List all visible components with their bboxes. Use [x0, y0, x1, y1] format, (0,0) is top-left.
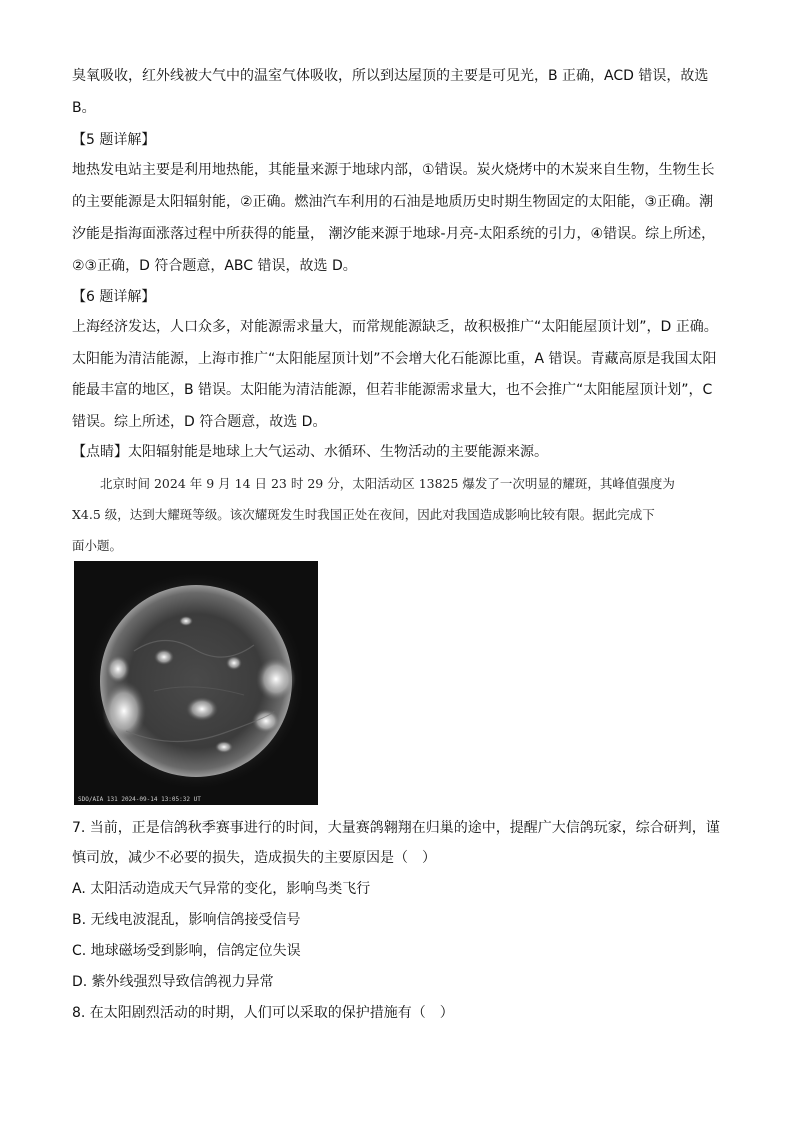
option-d: D. 紫外线强烈导致信鸽视力异常: [72, 974, 274, 990]
solution-text-line: 上海经济发达，人口众多，对能源需求量大，而常规能源缺乏，故积极推广“太阳能屋顶计划”，D 正确。: [72, 319, 718, 335]
image-caption: SDO/AIA 131 2024-09-14 13:05:32 UT: [78, 796, 201, 803]
material-text-line: 面小题。: [72, 538, 123, 553]
solution-text-line: 地热发电站主要是利用地热能，其能量来源于地球内部，①错误。炭火烧烤中的木炭来自生物，生物生长: [72, 162, 715, 178]
solution-text-line: 的主要能源是太阳辐射能，②正确。燃油汽车利用的石油是地质历史时期生物固定的太阳能，③正确。潮: [72, 194, 714, 210]
solution-text-line: 能最丰富的地区，B 错误。太阳能为清洁能源，但若非能源需求量大，也不会推广“太阳能屋顶计划”，C: [72, 382, 713, 398]
q6-solution-heading: 【6 题详解】: [72, 289, 156, 305]
material-text-line: 北京时间 2024 年 9 月 14 日 23 时 29 分，太阳活动区 13825 爆发了一次明显的耀斑，其峰值强度为: [100, 476, 675, 491]
solution-text-line: 臭氧吸收，红外线被大气中的温室气体吸收，所以到达屋顶的主要是可见光，B 正确，ACD 错误，故选: [72, 68, 709, 84]
option-b: B. 无线电波混乱，影响信鸽接受信号: [72, 912, 301, 928]
solution-text-line: 太阳能为清洁能源，上海市推广“太阳能屋顶计划”不会增大化石能源比重，A 错误。青藏高原是我国太阳: [72, 351, 717, 367]
solution-text-line: B。: [72, 100, 96, 116]
solution-text-line: 汐能是指海面涨落过程中所获得的能量， 潮汐能来源于地球-月亮-太阳系统的引力，④错误。综上所述，: [72, 226, 716, 242]
option-c: C. 地球磁场受到影响，信鸽定位失误: [72, 943, 301, 959]
question-7-stem: 慎司放，减少不必要的损失，造成损失的主要原因是（ ）: [72, 850, 436, 866]
solar-flare-image: [74, 561, 318, 805]
tip-note: 【点睛】太阳辐射能是地球上大气运动、水循环、生物活动的主要能源来源。: [72, 444, 548, 460]
question-7-stem: 7. 当前，正是信鸽秋季赛事进行的时间，大量赛鸽翱翔在归巢的途中，提醒广大信鸽玩家，综合研判，谨: [72, 820, 720, 836]
material-text-line: X4.5 级，达到大耀斑等级。该次耀斑发生时我国正处在夜间，因此对我国造成影响比较有限。据此完成下: [72, 507, 655, 522]
q5-solution-heading: 【5 题详解】: [72, 132, 156, 148]
question-8-stem: 8. 在太阳剧烈活动的时期，人们可以采取的保护措施有（ ）: [72, 1005, 454, 1021]
sun-icon: [74, 561, 318, 805]
option-a: A. 太阳活动造成天气异常的变化，影响鸟类飞行: [72, 881, 371, 897]
solution-text-line: 错误。综上所述，D 符合题意，故选 D。: [72, 414, 327, 430]
solution-text-line: ②③正确，D 符合题意，ABC 错误，故选 D。: [72, 258, 357, 274]
